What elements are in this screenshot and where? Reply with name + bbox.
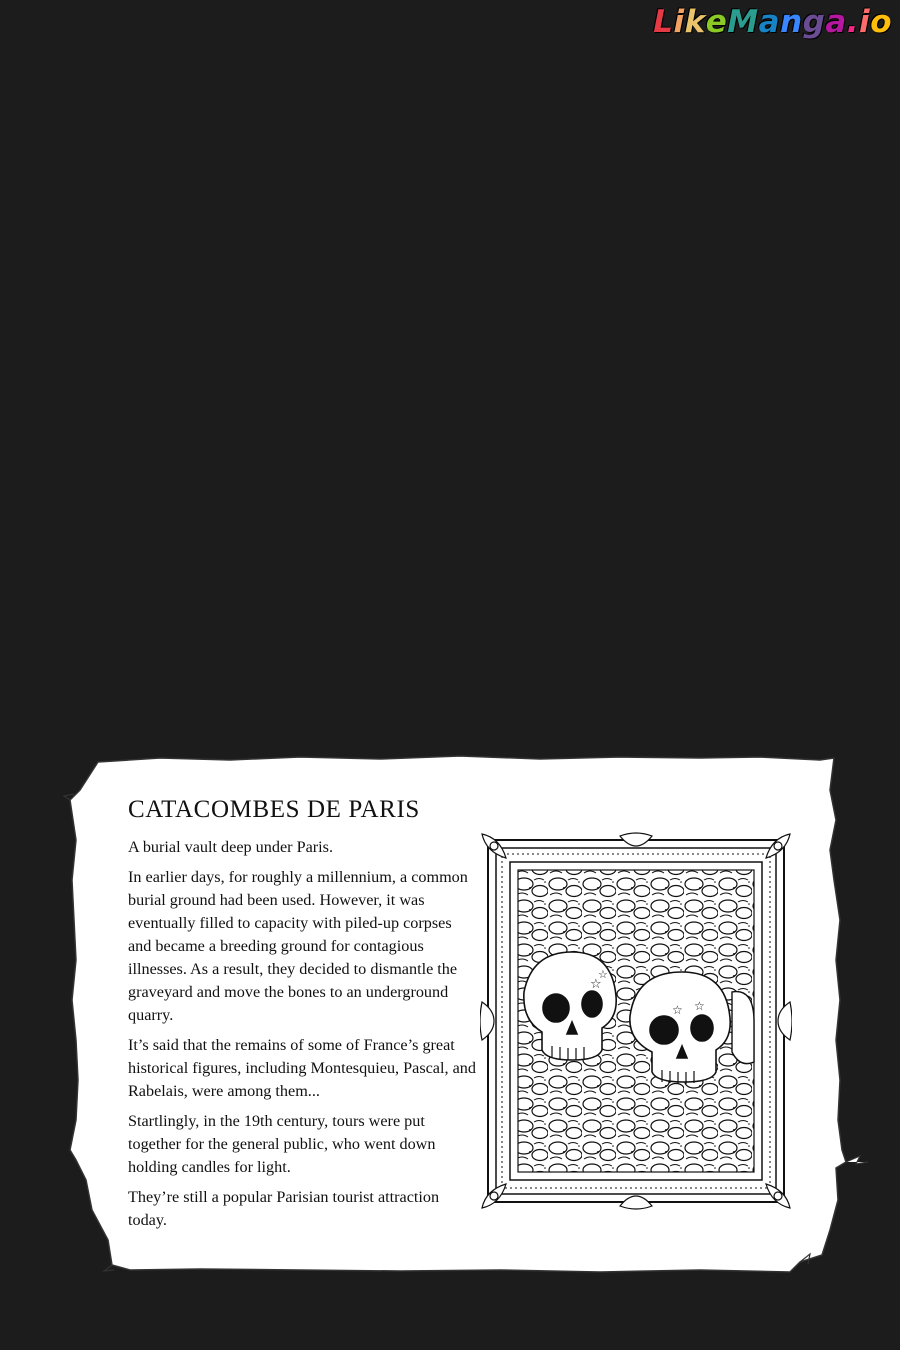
svg-text:☆: ☆ [598, 968, 608, 981]
note-title: CATACOMBES DE PARIS [128, 796, 420, 823]
skull-illustration-frame [480, 832, 792, 1210]
watermark-letter: o [870, 4, 892, 40]
watermark-letter: a [758, 4, 781, 40]
svg-text:☆: ☆ [694, 999, 705, 1013]
watermark-letter: i [673, 4, 685, 40]
note-paragraph: Startlingly, in the 19th century, tours were put together for the general public, who went down holding candles for light. [128, 1112, 436, 1176]
watermark-letter: n [780, 4, 803, 40]
catacombs-info-note [128, 796, 478, 1239]
watermark-letter: M [727, 4, 759, 40]
svg-text:☆: ☆ [672, 1003, 683, 1017]
svg-text:☆: ☆ [590, 977, 602, 992]
note-paragraph: They’re still a popular Parisian tourist attraction today. [128, 1188, 440, 1229]
skulls-illustration [480, 832, 792, 1210]
watermark-letter: e [705, 4, 728, 40]
note-paragraph: In earlier days, for roughly a millennium, a common burial ground had been used. However, it was eventually filled to capacity with piled-up corpses and became a breeding ground for contagious illnesses. As a result, they decided to dismantle the graveyard and move the bones to an underground quarry. [128, 868, 468, 1024]
note-paragraph: It’s said that the remains of some of France’s great historical figures, including Montesquieu, Pascal, and Rabelais, were among them... [128, 1036, 476, 1100]
watermark-letter: k [684, 4, 706, 40]
watermark-letter: . [846, 4, 860, 40]
note-paragraph: A burial vault deep under Paris. [128, 838, 333, 856]
watermark-letter: i [859, 4, 871, 40]
watermark-letter: L [653, 4, 674, 40]
watermark-letter: a [825, 4, 847, 40]
watermark-letter: g [802, 4, 826, 40]
